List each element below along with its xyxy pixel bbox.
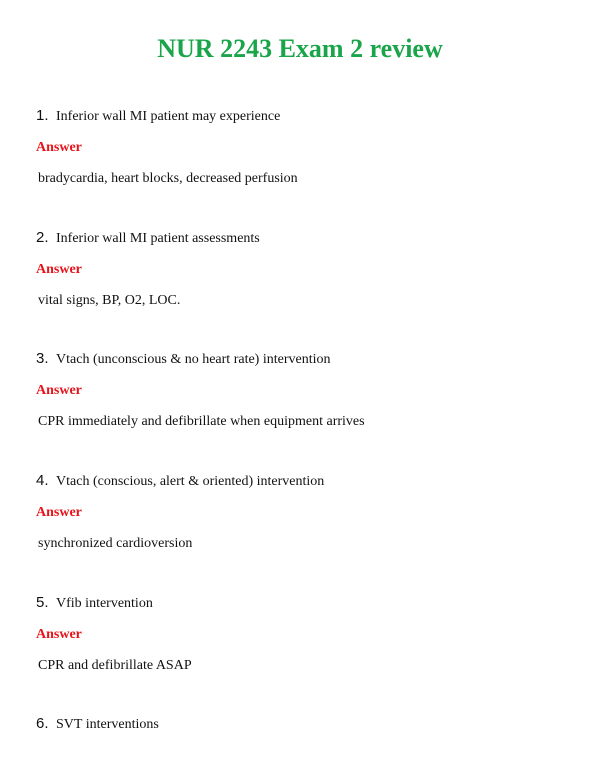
question-line <box>36 229 576 248</box>
question-number: 5. <box>36 594 49 611</box>
question-text: Vtach (conscious, alert & oriented) intervention <box>56 474 325 489</box>
answer-text: synchronized cardioversion <box>38 536 193 551</box>
answer-text: bradycardia, heart blocks, decreased perfusion <box>38 171 298 186</box>
question-line <box>36 715 576 734</box>
answer-text: vital signs, BP, O2, LOC. <box>38 293 181 308</box>
question-text: Vtach (unconscious & no heart rate) intervention <box>56 352 331 367</box>
question-line <box>36 594 576 613</box>
qa-item <box>36 350 576 431</box>
question-number: 2. <box>36 229 49 246</box>
qa-item <box>36 715 576 734</box>
qa-item <box>36 107 576 188</box>
answer-label: Answer <box>36 383 82 398</box>
qa-item <box>36 229 576 310</box>
answer-label: Answer <box>36 505 82 520</box>
question-number: 6. <box>36 715 49 732</box>
question-number: 1. <box>36 107 49 124</box>
answer-text: CPR immediately and defibrillate when equipment arrives <box>38 414 365 429</box>
question-line <box>36 472 576 491</box>
answer-label: Answer <box>36 627 82 642</box>
answer-label: Answer <box>36 140 82 155</box>
answer-label: Answer <box>36 262 82 277</box>
question-text: Vfib intervention <box>56 596 153 611</box>
question-line <box>36 350 576 369</box>
question-number: 4. <box>36 472 49 489</box>
qa-item <box>36 472 576 553</box>
page-title: NUR 2243 Exam 2 review <box>157 34 443 63</box>
question-line <box>36 107 576 126</box>
question-text: Inferior wall MI patient may experience <box>56 109 281 124</box>
qa-item <box>36 594 576 675</box>
question-text: SVT interventions <box>56 717 159 732</box>
question-number: 3. <box>36 350 49 367</box>
question-text: Inferior wall MI patient assessments <box>56 231 260 246</box>
answer-text: CPR and defibrillate ASAP <box>38 658 192 673</box>
